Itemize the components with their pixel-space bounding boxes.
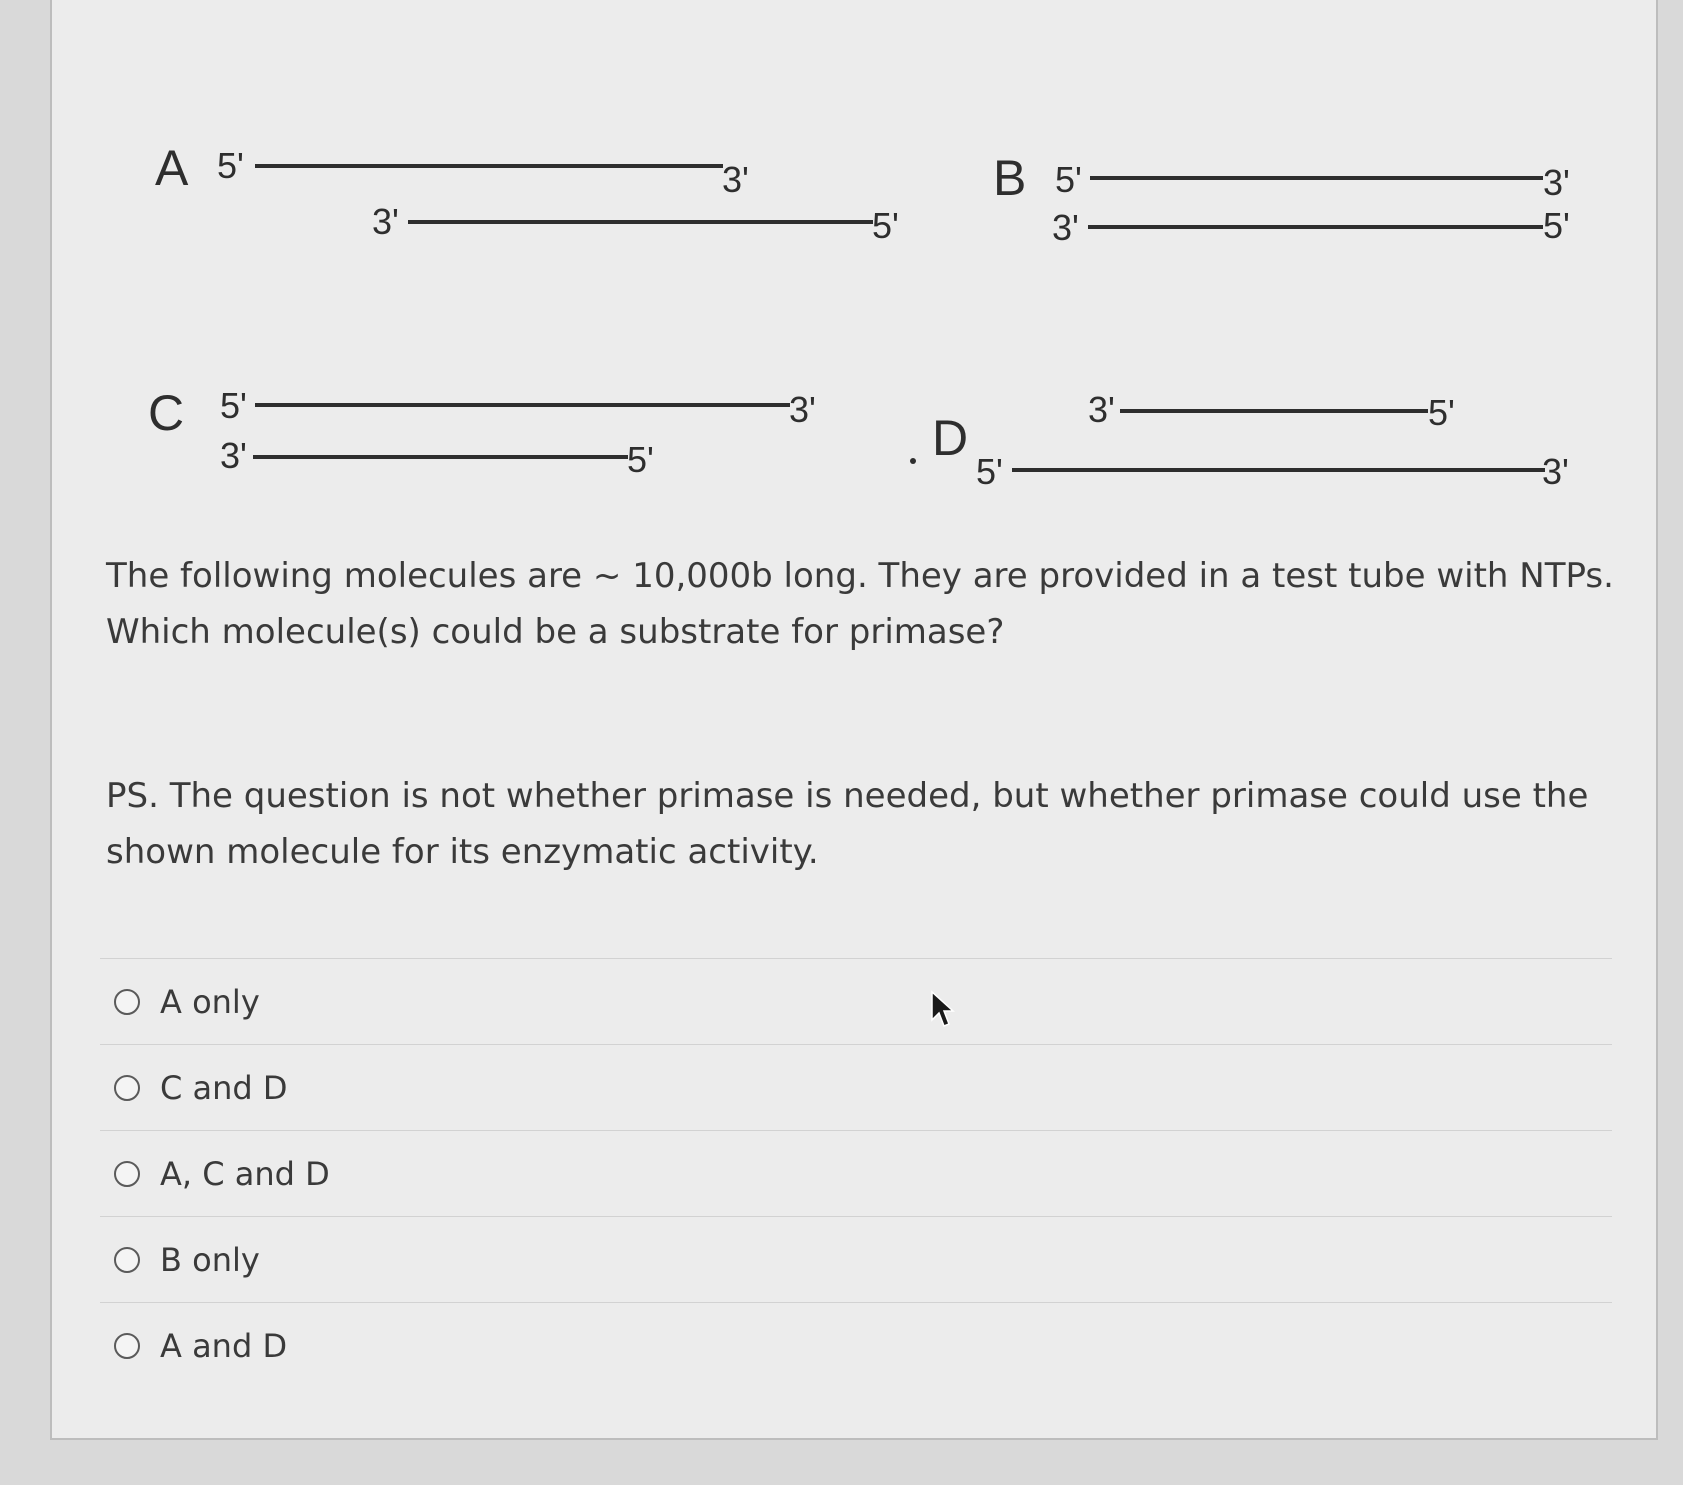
- strand-end-label: 5': [1428, 392, 1455, 433]
- answer-option-b-only[interactable]: [100, 1216, 1612, 1302]
- answer-option-a-c-and-d[interactable]: [100, 1130, 1612, 1216]
- radio-button-icon[interactable]: [114, 1161, 140, 1187]
- stray-dot: [910, 458, 916, 464]
- strand-end-label: 3': [789, 389, 816, 430]
- strand-end-label: 3': [220, 435, 247, 476]
- question-note: PS. The question is not whether primase is needed, but whether primase could use the shown molecule for its enzymatic activity.: [106, 776, 1589, 872]
- molecule-label-d: D: [932, 410, 969, 466]
- strand-end-label: 5': [220, 385, 247, 426]
- dna-diagram: [0, 0, 1683, 540]
- molecule-c: [148, 385, 816, 480]
- molecule-b: [993, 150, 1570, 248]
- strand-end-label: 3': [1543, 162, 1570, 203]
- answer-label: B only: [160, 1240, 260, 1279]
- molecule-label-a: A: [155, 140, 189, 196]
- strand-end-label: 5': [872, 205, 899, 246]
- answer-label: A only: [160, 982, 260, 1021]
- answer-option-a-and-d[interactable]: [100, 1302, 1612, 1388]
- molecule-label-c: C: [148, 385, 185, 441]
- strand-end-label: 5': [217, 145, 244, 186]
- strand-end-label: 3': [1088, 389, 1115, 430]
- strand-end-label: 3': [1052, 207, 1079, 248]
- strand-end-label: 3': [372, 201, 399, 242]
- molecule-d: [910, 389, 1569, 492]
- answer-list: [100, 958, 1612, 1388]
- strand-end-label: 5': [1543, 205, 1570, 246]
- radio-button-icon[interactable]: [114, 989, 140, 1015]
- strand-end-label: 3': [1542, 451, 1569, 492]
- strand-end-label: 3': [722, 159, 749, 200]
- answer-label: A and D: [160, 1326, 288, 1365]
- answer-label: A, C and D: [160, 1154, 330, 1193]
- answer-option-a-only[interactable]: [100, 958, 1612, 1044]
- answer-option-c-and-d[interactable]: [100, 1044, 1612, 1130]
- strand-end-label: 5': [976, 451, 1003, 492]
- strand-end-label: 5': [627, 439, 654, 480]
- radio-button-icon[interactable]: [114, 1247, 140, 1273]
- radio-button-icon[interactable]: [114, 1075, 140, 1101]
- strand-end-label: 5': [1055, 159, 1082, 200]
- question-text: The following molecules are ~ 10,000b long. They are provided in a test tube with NTPs. Which molecule(s) could be a substrate for primase?: [106, 556, 1614, 652]
- arrow-cursor-icon: [930, 990, 956, 1030]
- radio-button-icon[interactable]: [114, 1333, 140, 1359]
- molecule-label-b: B: [993, 150, 1027, 206]
- molecule-a: [155, 140, 899, 246]
- answer-label: C and D: [160, 1068, 288, 1107]
